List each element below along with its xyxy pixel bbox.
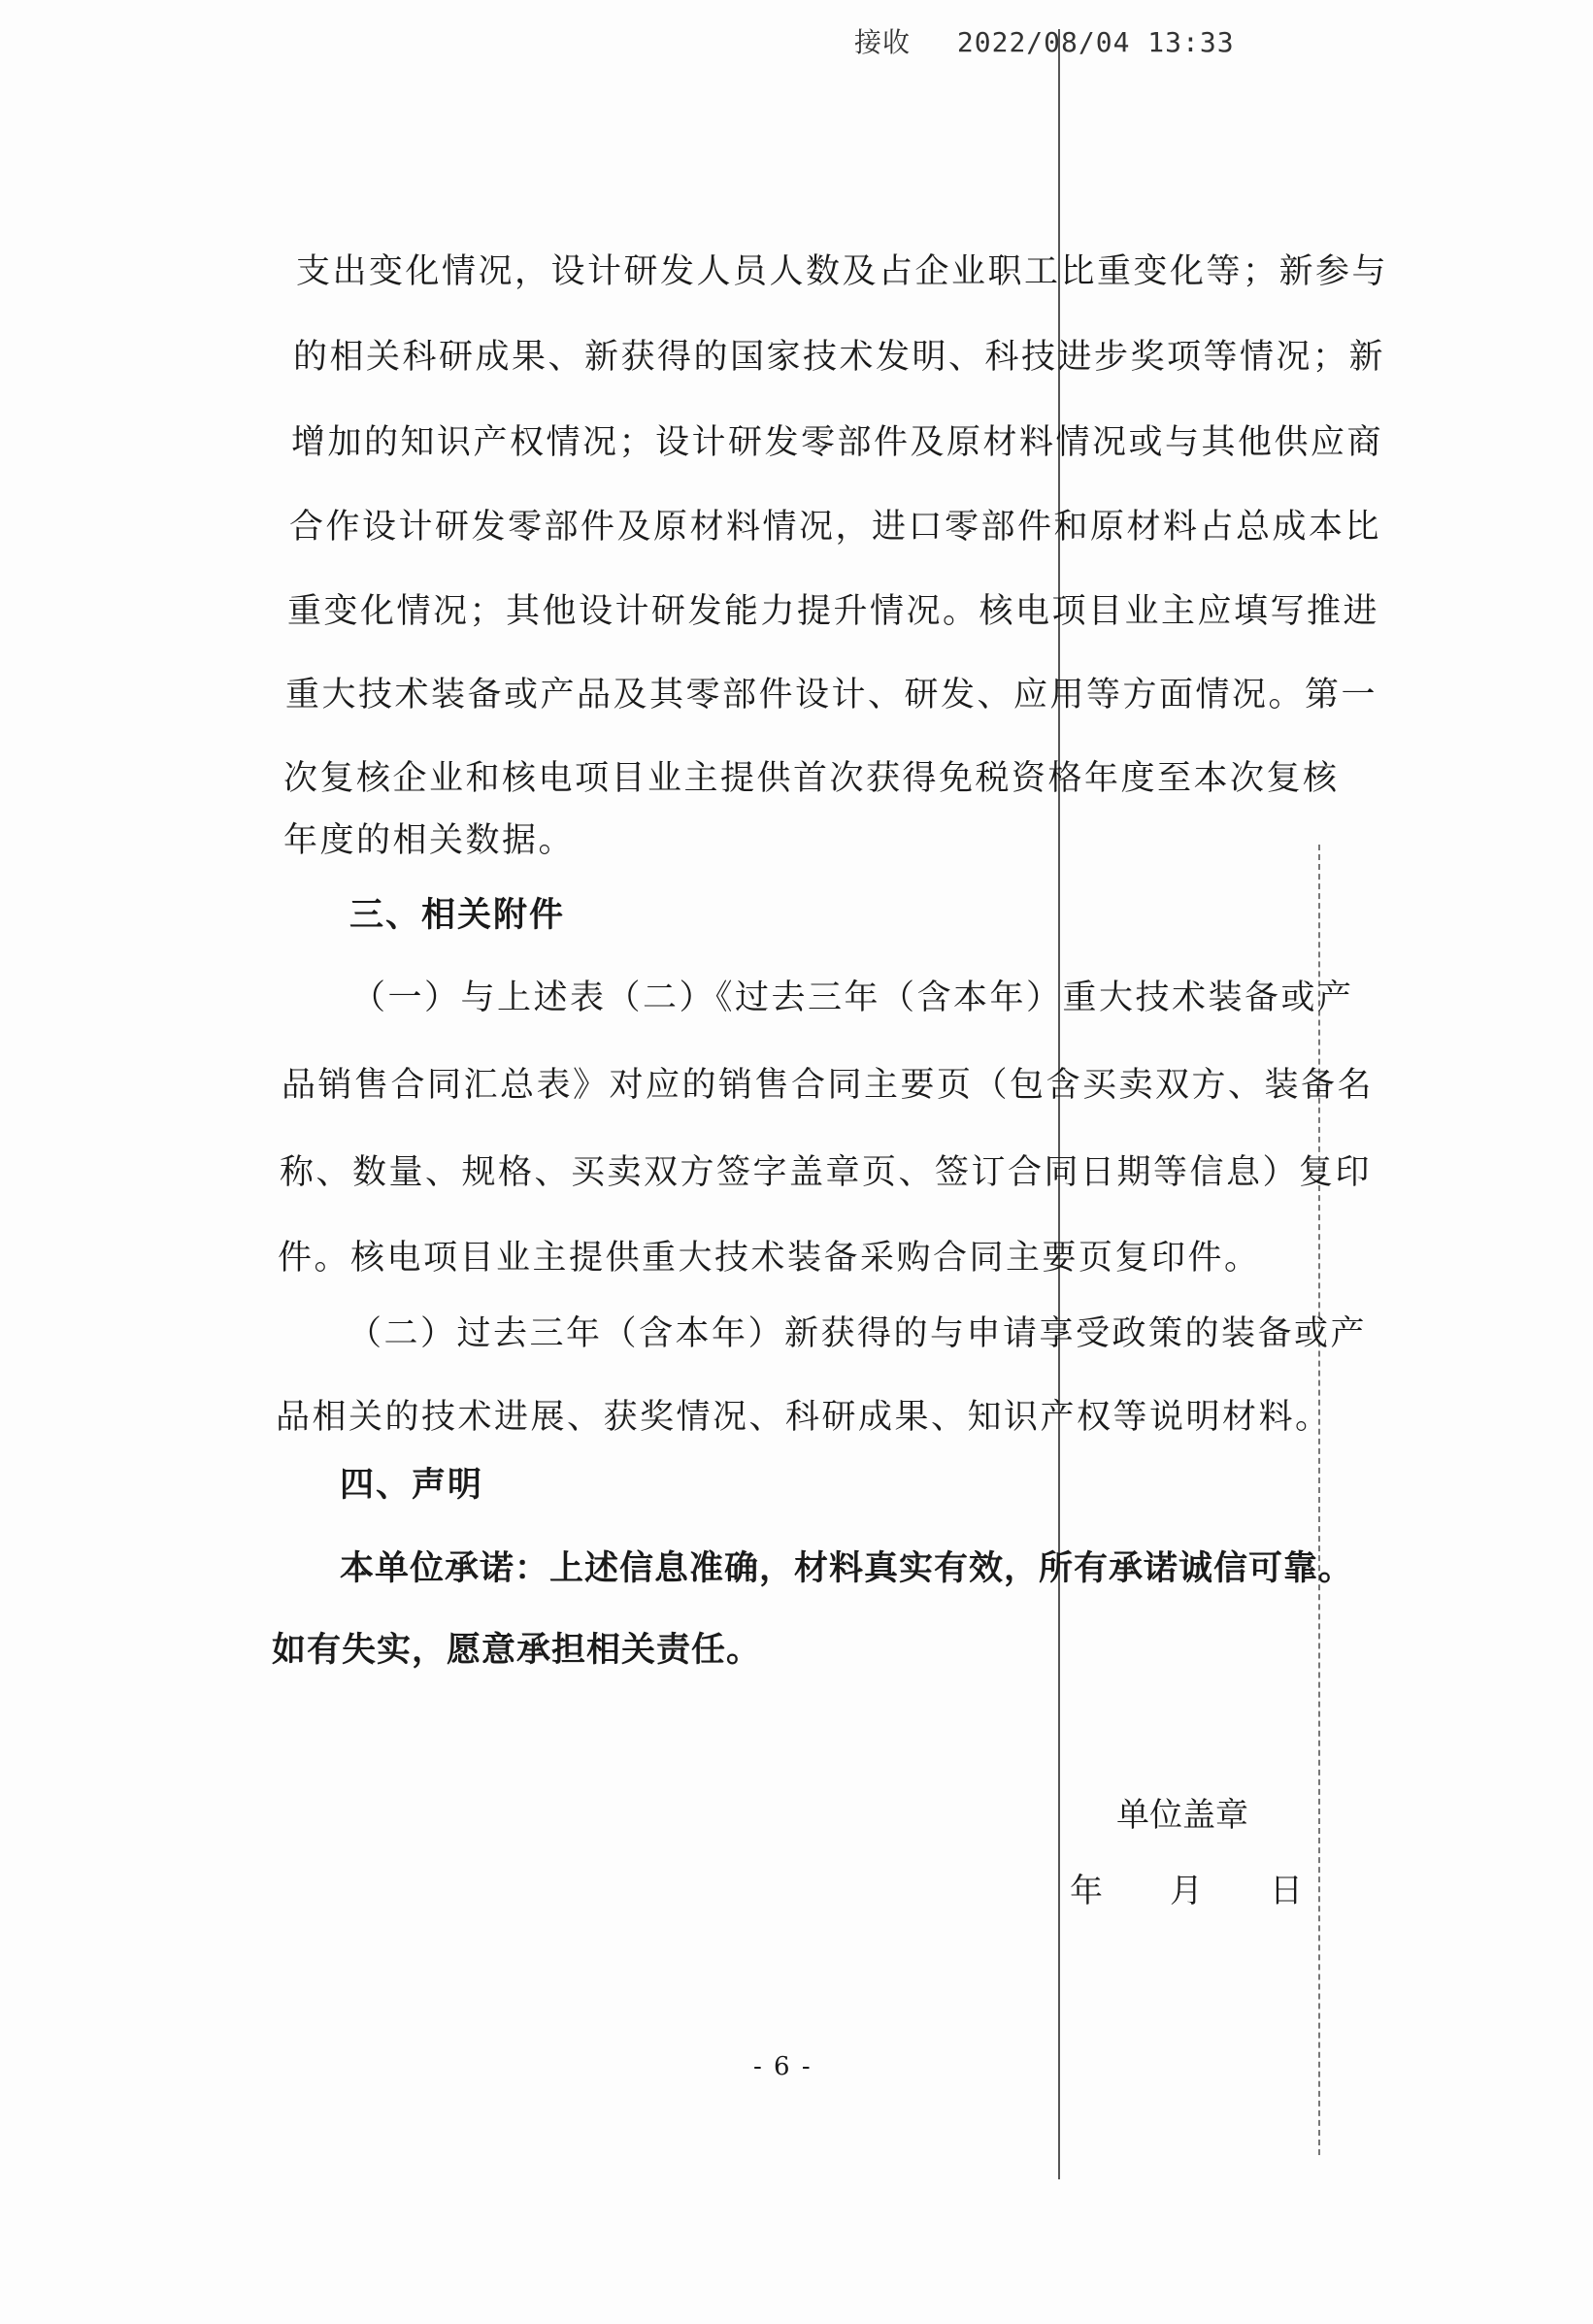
- receipt-label: 接收: [854, 26, 912, 58]
- text-line: 的相关科研成果、新获得的国家技术发明、科技进步奖项等情况；新: [293, 338, 1386, 377]
- scan-fold-line-dashed: [1318, 845, 1320, 2155]
- declaration-line: 本单位承诺：上述信息准确，材料真实有效，所有承诺诚信可靠。: [340, 1549, 1354, 1588]
- text-line: 次复核企业和核电项目业主提供首次获得免税资格年度至本次复核: [283, 759, 1340, 798]
- section-heading-declaration: 四、声明: [340, 1466, 484, 1505]
- page-number: - 6 -: [753, 2052, 813, 2081]
- text-line: 重大技术装备或产品及其零部件设计、研发、应用等方面情况。第一: [285, 676, 1378, 714]
- text-line: 增加的知识产权情况；设计研发零部件及原材料情况或与其他供应商: [291, 423, 1384, 462]
- text-line: 年度的相关数据。: [283, 821, 576, 860]
- text-line: 合作设计研发零部件及原材料情况，进口零部件和原材料占总成本比: [289, 508, 1382, 547]
- seal-label: 单位盖章: [1116, 1796, 1248, 1835]
- text-line: 重变化情况；其他设计研发能力提升情况。核电项目业主应填写推进: [287, 592, 1380, 631]
- date-year: 年: [1070, 1872, 1103, 1910]
- date-row: [1070, 1864, 1303, 1911]
- text-line: 品相关的技术进展、获奖情况、科研成果、知识产权等说明材料。: [276, 1398, 1332, 1437]
- text-line: 品销售合同汇总表》对应的销售合同主要页（包含买卖双方、装备名: [282, 1066, 1375, 1105]
- text-line: （二）过去三年（含本年）新获得的与申请享受政策的装备或产: [348, 1314, 1368, 1353]
- receipt-stamp: [854, 21, 1235, 60]
- date-day: 日: [1270, 1872, 1303, 1910]
- section-heading-attachments: 三、相关附件: [349, 896, 566, 935]
- declaration-line: 如有失实，愿意承担相关责任。: [272, 1631, 762, 1670]
- text-line: 称、数量、规格、买卖双方签字盖章页、签订合同日期等信息）复印: [280, 1153, 1373, 1192]
- date-month: 月: [1170, 1872, 1203, 1910]
- receipt-timestamp: 2022/08/04 13:33: [956, 26, 1235, 58]
- text-line: （一）与上述表（二）《过去三年（含本年）重大技术装备或产: [351, 979, 1354, 1017]
- text-line: 件。核电项目业主提供重大技术装备采购合同主要页复印件。: [278, 1239, 1261, 1278]
- text-line: 支出变化情况，设计研发人员人数及占企业职工比重变化等；新参与: [296, 252, 1389, 291]
